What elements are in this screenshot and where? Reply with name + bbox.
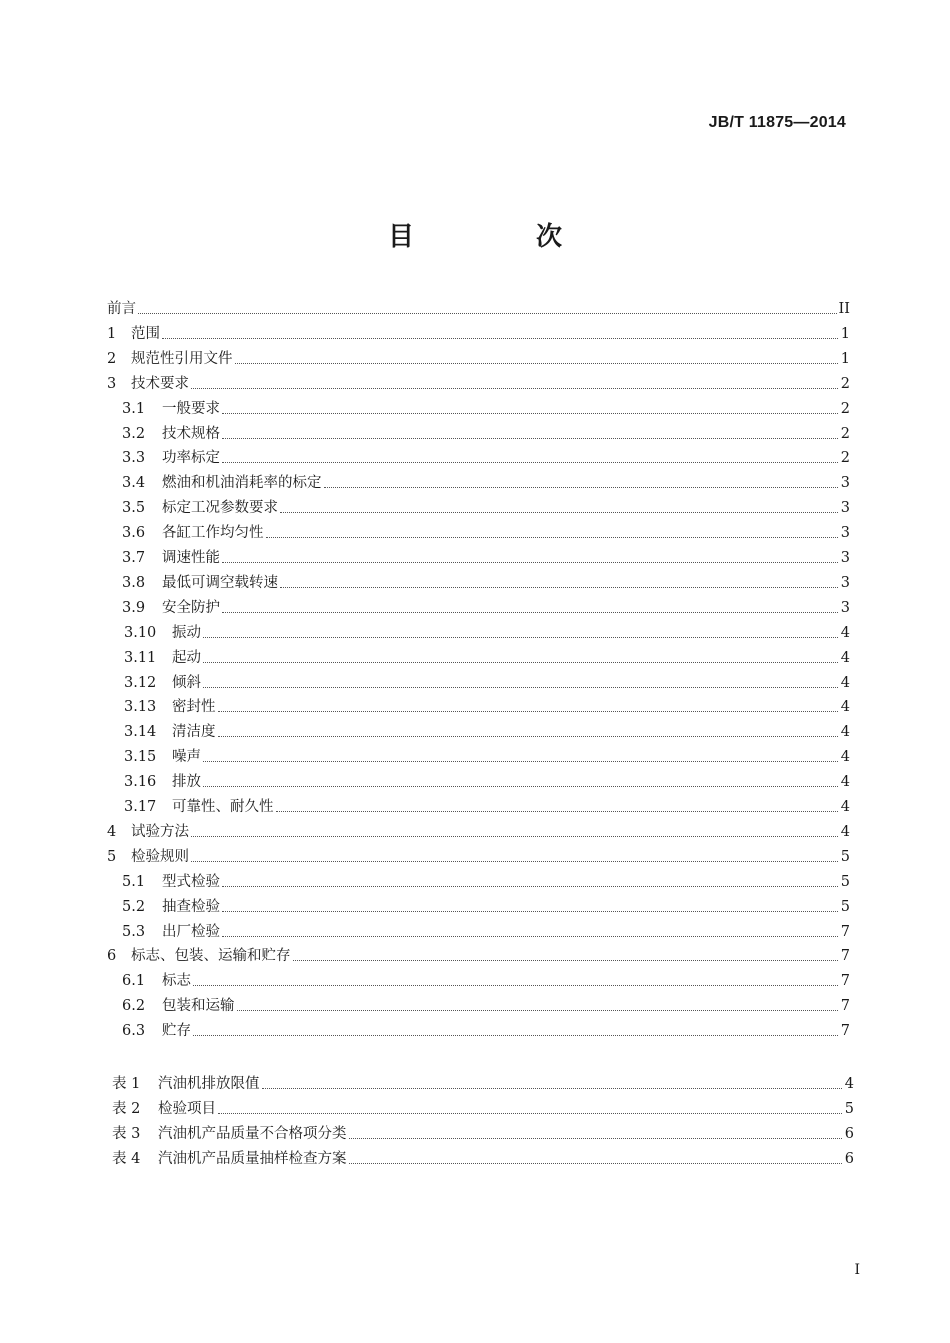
toc-entry-label: 包装和运输 bbox=[162, 998, 235, 1015]
toc-entry-page: 3 bbox=[840, 550, 850, 566]
toc-entry-label: 清洁度 bbox=[172, 724, 216, 741]
toc-entry-page: 3 bbox=[840, 500, 850, 517]
toc-entry-label: 燃油和机油消耗率的标定 bbox=[162, 475, 322, 492]
toc-entry-page: 5 bbox=[840, 873, 850, 890]
leader-dots bbox=[222, 910, 838, 912]
toc-entry-number: 3.12 bbox=[124, 674, 157, 691]
toc-entry-label: 密封性 bbox=[172, 699, 216, 716]
toc-entry-label: 技术要求 bbox=[131, 375, 189, 392]
leader-dots bbox=[193, 1034, 838, 1036]
toc-entry[interactable] bbox=[124, 794, 850, 816]
toc-entry-label: 标志、包装、运输和贮存 bbox=[131, 948, 291, 965]
toc-entry-number: 3.9 bbox=[122, 599, 146, 616]
toc-entry[interactable] bbox=[107, 943, 850, 965]
toc-entry[interactable] bbox=[124, 719, 850, 741]
toc-entry[interactable] bbox=[107, 321, 850, 343]
leader-dots bbox=[266, 536, 839, 538]
toc-entry-page: 4 bbox=[840, 749, 850, 766]
leader-dots bbox=[193, 984, 838, 986]
leader-dots bbox=[222, 437, 838, 439]
toc-entry-label: 贮存 bbox=[162, 1023, 191, 1040]
leader-dots bbox=[324, 486, 839, 488]
leader-dots bbox=[222, 561, 838, 563]
toc-entry-number: 3.15 bbox=[124, 749, 157, 766]
toc-entry-label: 标定工况参数要求 bbox=[162, 500, 278, 517]
leader-dots bbox=[203, 636, 838, 638]
toc-entry-page: 5 bbox=[840, 848, 850, 865]
page-number: I bbox=[854, 1262, 860, 1278]
toc-entry-page: 3 bbox=[840, 574, 850, 591]
toc-entry-page: 4 bbox=[840, 624, 850, 641]
toc-entry-label: 倾斜 bbox=[172, 674, 201, 691]
toc-entry[interactable] bbox=[122, 570, 850, 592]
leader-dots bbox=[349, 1162, 843, 1164]
toc-entry[interactable] bbox=[122, 919, 850, 941]
toc-entry-number: 3.10 bbox=[124, 624, 157, 641]
toc-entry-page: 7 bbox=[840, 973, 850, 990]
toc-entry-page: 4 bbox=[840, 724, 850, 741]
leader-dots bbox=[218, 1112, 842, 1114]
toc-entry-page: 3 bbox=[840, 525, 850, 542]
toc-entry-label: 出厂检验 bbox=[162, 923, 220, 940]
toc-entry-page: 2 bbox=[840, 400, 850, 417]
toc-entry-page: 4 bbox=[840, 674, 850, 691]
toc-entry-page: 2 bbox=[840, 375, 850, 392]
toc-entry-page: 4 bbox=[840, 774, 850, 791]
toc-entry[interactable] bbox=[107, 844, 850, 866]
toc-entry-number: 3.13 bbox=[124, 699, 157, 716]
toc-entry-label: 振动 bbox=[172, 624, 201, 641]
toc-entry-number: 2 bbox=[107, 350, 117, 367]
toc-entry-page: 7 bbox=[840, 1023, 850, 1040]
toc-entry[interactable] bbox=[122, 495, 850, 517]
toc-entry[interactable] bbox=[107, 346, 850, 368]
toc-entry[interactable] bbox=[107, 819, 850, 841]
toc-entry-label: 排放 bbox=[172, 774, 201, 791]
table-list-entry[interactable] bbox=[112, 1121, 854, 1143]
leader-dots bbox=[280, 586, 838, 588]
toc-entry-label: 抽查检验 bbox=[162, 898, 220, 915]
leader-dots bbox=[222, 885, 838, 887]
table-list-entry[interactable] bbox=[112, 1071, 854, 1093]
toc-entry-page: 4 bbox=[840, 649, 850, 666]
leader-dots bbox=[191, 387, 838, 389]
toc-entry-label: 功率标定 bbox=[162, 450, 220, 467]
leader-dots bbox=[293, 959, 839, 961]
leader-dots bbox=[191, 860, 838, 862]
leader-dots bbox=[280, 511, 838, 513]
toc-entry-number: 3.4 bbox=[122, 475, 146, 492]
toc-entry-number: 3.1 bbox=[122, 400, 146, 417]
table-number: 表 1 bbox=[112, 1076, 141, 1092]
toc-entry-label: 范围 bbox=[131, 325, 160, 342]
toc-entry-label: 最低可调空载转速 bbox=[162, 574, 278, 591]
toc-entry-page: 2 bbox=[840, 425, 850, 442]
toc-entry-number: 5.3 bbox=[122, 923, 146, 940]
leader-dots bbox=[276, 810, 839, 812]
toc-entry[interactable] bbox=[124, 620, 850, 642]
toc-entry-number: 6.3 bbox=[122, 1023, 146, 1040]
table-list-entry[interactable] bbox=[112, 1096, 854, 1118]
toc-entry-page: 7 bbox=[840, 948, 850, 965]
toc-entry-label: 检验规则 bbox=[131, 848, 189, 865]
leader-dots bbox=[218, 735, 839, 737]
toc-entry[interactable] bbox=[122, 869, 850, 891]
toc-entry[interactable] bbox=[124, 694, 850, 716]
toc-entry-label: 起动 bbox=[172, 649, 201, 666]
leader-dots bbox=[262, 1087, 843, 1089]
table-label: 汽油机排放限值 bbox=[158, 1076, 260, 1092]
leader-dots bbox=[222, 412, 838, 414]
leader-dots bbox=[191, 835, 838, 837]
toc-entry-page: 7 bbox=[840, 923, 850, 940]
leader-dots bbox=[222, 461, 838, 463]
toc-entry[interactable] bbox=[107, 296, 850, 318]
toc-entry-number: 6 bbox=[107, 948, 117, 965]
toc-entry[interactable] bbox=[124, 670, 850, 692]
toc-entry-page: 3 bbox=[840, 599, 850, 616]
toc-entry-label: 标志 bbox=[162, 973, 191, 990]
toc-entry-number: 3 bbox=[107, 375, 117, 392]
toc-entry[interactable] bbox=[124, 769, 850, 791]
toc-entry-label: 一般要求 bbox=[162, 400, 220, 417]
toc-entry-number: 4 bbox=[107, 823, 117, 840]
leader-dots bbox=[237, 1009, 839, 1011]
toc-entry-page: 5 bbox=[840, 898, 850, 915]
standard-code: JB/T 11875—2014 bbox=[708, 114, 846, 131]
toc-entry-label: 噪声 bbox=[172, 749, 201, 766]
table-page: 6 bbox=[844, 1151, 854, 1167]
table-page: 4 bbox=[844, 1076, 854, 1092]
toc-entry-label: 可靠性、耐久性 bbox=[172, 799, 274, 815]
toc-entry[interactable] bbox=[124, 744, 850, 766]
page-title: 目 次 bbox=[387, 222, 610, 252]
leader-dots bbox=[222, 935, 838, 937]
leader-dots bbox=[203, 785, 838, 787]
table-label: 检验项目 bbox=[158, 1101, 216, 1117]
toc-entry-number: 3.16 bbox=[124, 774, 157, 791]
leader-dots bbox=[235, 362, 839, 364]
toc-entry-number: 5.1 bbox=[122, 873, 146, 890]
leader-dots bbox=[203, 686, 838, 688]
toc-entry-label: 安全防护 bbox=[162, 599, 220, 616]
toc-entry-page: 2 bbox=[840, 450, 850, 467]
toc-entry-page: 1 bbox=[840, 350, 850, 367]
toc-entry-label: 技术规格 bbox=[162, 425, 220, 442]
toc-entry[interactable] bbox=[122, 595, 850, 617]
toc-entry-number: 5.2 bbox=[122, 898, 146, 915]
toc-entry[interactable] bbox=[122, 520, 850, 542]
toc-entry-number: 5 bbox=[107, 848, 117, 865]
toc-entry-page: II bbox=[838, 301, 850, 317]
leader-dots bbox=[162, 337, 838, 339]
toc-entry-number: 1 bbox=[107, 325, 117, 342]
toc-entry[interactable] bbox=[107, 371, 850, 393]
leader-dots bbox=[203, 760, 838, 762]
toc-entry-number: 3.2 bbox=[122, 425, 146, 442]
table-number: 表 2 bbox=[112, 1101, 141, 1117]
toc-entry[interactable] bbox=[124, 645, 850, 667]
toc-entry-number: 6.1 bbox=[122, 973, 146, 990]
toc-entry-label: 规范性引用文件 bbox=[131, 350, 233, 367]
toc-entry-label: 型式检验 bbox=[162, 873, 220, 890]
leader-dots bbox=[218, 710, 839, 712]
toc-entry[interactable] bbox=[122, 894, 850, 916]
table-page: 5 bbox=[844, 1101, 854, 1117]
toc-entry[interactable] bbox=[122, 445, 850, 467]
toc-entry-number: 3.6 bbox=[122, 525, 146, 542]
leader-dots bbox=[222, 611, 838, 613]
toc-entry-label: 各缸工作均匀性 bbox=[162, 525, 264, 542]
toc-entry-page: 7 bbox=[840, 998, 850, 1015]
toc-entry[interactable] bbox=[122, 396, 850, 418]
table-page: 6 bbox=[844, 1126, 854, 1142]
toc-entry-page: 1 bbox=[840, 325, 850, 342]
table-list-entry[interactable] bbox=[112, 1146, 854, 1168]
toc-entry-label: 试验方法 bbox=[131, 823, 189, 840]
toc-entry-number: 3.3 bbox=[122, 450, 146, 467]
leader-dots bbox=[203, 661, 838, 663]
toc-entry[interactable] bbox=[122, 968, 850, 990]
table-number: 表 4 bbox=[112, 1151, 141, 1167]
toc-entry-number: 3.17 bbox=[124, 799, 157, 815]
leader-dots bbox=[138, 312, 837, 314]
toc-entry-page: 3 bbox=[840, 475, 850, 492]
toc-entry[interactable] bbox=[122, 1018, 850, 1040]
table-number: 表 3 bbox=[112, 1126, 141, 1142]
table-label: 汽油机产品质量不合格项分类 bbox=[158, 1126, 347, 1142]
toc-entry-number: 3.7 bbox=[122, 550, 146, 566]
toc-entry-label: 调速性能 bbox=[162, 550, 220, 566]
toc-entry[interactable] bbox=[122, 545, 850, 567]
toc-entry-number: 3.14 bbox=[124, 724, 157, 741]
toc-entry-label: 前言 bbox=[107, 301, 136, 317]
toc-entry[interactable] bbox=[122, 470, 850, 492]
toc-entry-number: 6.2 bbox=[122, 998, 146, 1015]
toc-entry-page: 4 bbox=[840, 799, 850, 815]
toc-entry-number: 3.11 bbox=[124, 649, 157, 666]
leader-dots bbox=[349, 1137, 843, 1139]
toc-entry-page: 4 bbox=[840, 823, 850, 840]
toc-entry-number: 3.5 bbox=[122, 500, 146, 517]
toc-entry[interactable] bbox=[122, 993, 850, 1015]
toc-entry-number: 3.8 bbox=[122, 574, 146, 591]
toc-entry-page: 4 bbox=[840, 699, 850, 716]
toc-entry[interactable] bbox=[122, 421, 850, 443]
table-label: 汽油机产品质量抽样检查方案 bbox=[158, 1151, 347, 1167]
